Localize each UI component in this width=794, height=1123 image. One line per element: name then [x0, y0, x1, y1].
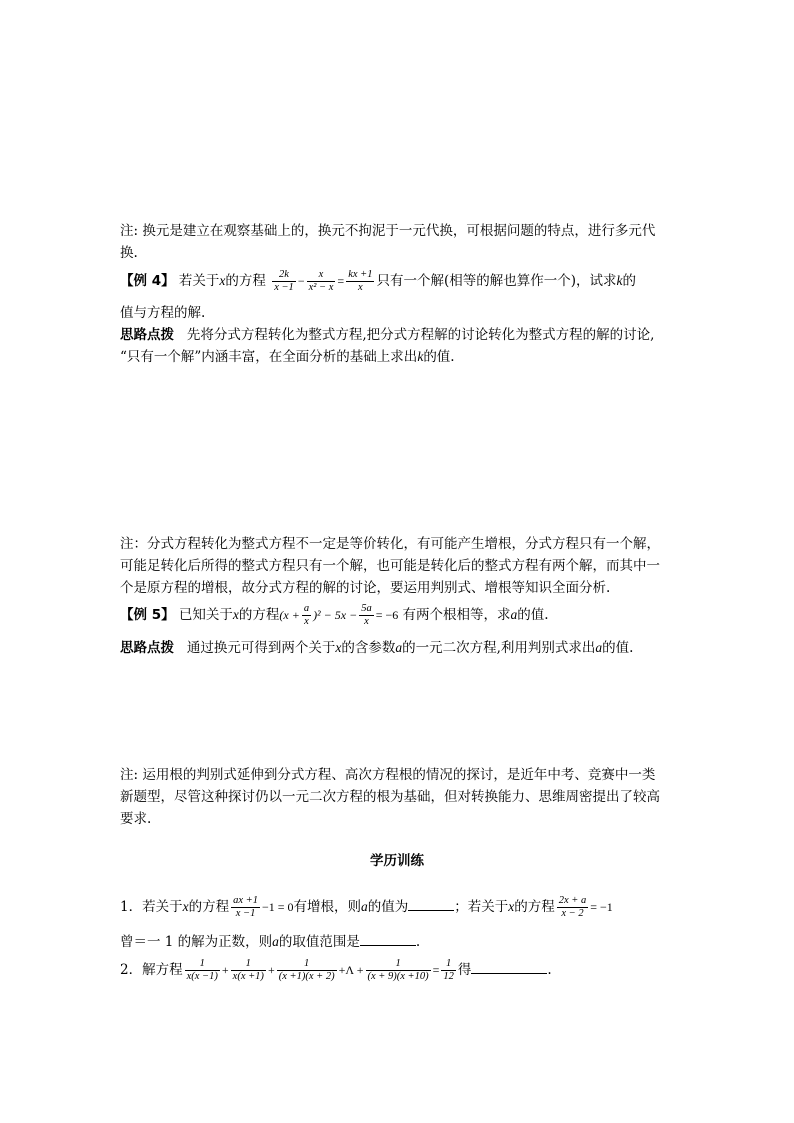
note3-line2: 新题型，尽管这种探讨仍以一元二次方程的根为基础，但对转换能力、思维周密提出了较高: [120, 789, 660, 805]
var-k: k: [616, 273, 623, 288]
frac-den: (x +1)(x + 2): [278, 971, 335, 982]
example5-label: 【例 5】: [120, 607, 175, 623]
frac-num: 5a: [361, 603, 372, 614]
expr-open: (x +: [279, 608, 300, 622]
answer-blank[interactable]: [360, 931, 416, 946]
q1-a: 的方程: [188, 899, 230, 915]
hint4-label: 思路点拨: [120, 327, 174, 343]
frac-den: x(x −1): [186, 971, 218, 982]
question-1-line2: [120, 931, 420, 952]
fraction-term3: [277, 958, 337, 983]
example5-lead: 已知关于: [178, 607, 233, 623]
note1-line1: 注: 换元是建立在观察基础上的，换元不拘泥于一元代换，可根据问题的特点，进行多元代: [120, 223, 656, 239]
example4-line2: 值与方程的解.: [120, 305, 206, 321]
fraction-ax1: [231, 895, 260, 920]
hint5-line: [120, 638, 633, 658]
note3-line1: 注: 运用根的判别式延伸到分式方程、高次方程根的情况的探讨，是近年中考、竞赛中一类: [120, 767, 656, 783]
frac-den: x − 2: [561, 908, 584, 919]
frac-den: x(x +1): [232, 971, 264, 982]
var-x: x: [219, 273, 226, 288]
var-a: a: [272, 934, 279, 949]
fraction-5a-x: [359, 603, 374, 628]
hint5-c: 的一元二次方程,利用判别式求出: [402, 640, 596, 656]
fraction-term4: [366, 958, 431, 983]
frac-den: x: [357, 282, 363, 293]
frac-num: ax +1: [233, 895, 258, 906]
var-a: a: [595, 640, 603, 655]
frac-num: 1: [277, 958, 337, 971]
plus-sign: +: [221, 963, 229, 977]
fraction-2xa: [557, 895, 589, 920]
hint4-text2: “只有一个解”内涵丰富，在全面分析的基础上求出: [120, 349, 418, 365]
frac-num: 2k: [272, 269, 296, 282]
example4-lead: 若关于: [178, 273, 220, 289]
plus-sign: +: [267, 963, 275, 977]
q1-f: 的方程: [514, 899, 555, 915]
q1-b: −1 = 0: [261, 900, 294, 914]
frac-num: kx +1: [348, 269, 373, 280]
frac-den: x −1: [274, 282, 294, 293]
hint4-text3: 的值.: [423, 349, 455, 365]
minus-sign: −: [297, 274, 305, 288]
frac-num: 2x + a: [558, 895, 587, 906]
question-2: [120, 954, 552, 986]
fraction-term2: [231, 958, 266, 983]
ellipsis-plus: +Λ +: [338, 963, 364, 977]
frac-den: (x + 9)(x +10): [367, 971, 429, 982]
q2-end: .: [547, 962, 552, 978]
section-title: 学历训练: [370, 853, 424, 869]
hint5-d: 的值.: [602, 640, 634, 656]
var-a: a: [361, 899, 368, 914]
var-a: a: [510, 607, 518, 622]
q1-line2a: 曾＝一 1 的解为正数，则: [120, 934, 273, 950]
fraction-2k: [272, 269, 296, 294]
frac-num: x: [307, 269, 336, 282]
note3-line3: 要求.: [120, 811, 152, 827]
frac-den: x −1: [235, 908, 256, 919]
var-k: k: [417, 349, 424, 364]
example5-line: [120, 600, 549, 630]
hint4-text: 先将分式方程转化为整式方程,把分式方程解的讨论转化为整式方程的解的讨论,: [186, 327, 655, 343]
var-a: a: [395, 640, 403, 655]
example5-tail2: 的值.: [517, 607, 549, 623]
rhs: = −6: [375, 608, 399, 622]
note2-line3: 个是原方程的增根，故分式方程的解的讨论，要运用判别式、增根等知识全面分析.: [120, 580, 611, 596]
q1-e: ；若关于: [454, 899, 509, 915]
frac-num: 1: [231, 958, 266, 971]
fraction-kx1: [346, 269, 374, 294]
hint5-label: 思路点拨: [120, 640, 174, 656]
example5-after-x: 的方程: [238, 607, 280, 623]
q1-h: = −1: [590, 900, 613, 914]
q1-num: 1．若关于: [120, 899, 183, 915]
example4-after-x: 的方程: [225, 273, 266, 289]
var-x: x: [182, 899, 189, 914]
frac-num: 1: [185, 958, 220, 971]
q1-d: 的值为: [367, 899, 409, 915]
equals-sign: =: [337, 274, 345, 288]
example5-tail: 有两个根相等，求: [402, 607, 511, 623]
frac-num: 1: [441, 958, 456, 971]
frac-den: x: [364, 616, 369, 627]
fraction-term1: [185, 958, 220, 983]
note2-line1: 注：分式方程转化为整式方程不一定是等价转化，有可能产生增根，分式方程只有一个解，: [120, 536, 660, 552]
hint4-line1: [120, 325, 654, 345]
example4-label: 【例 4】: [120, 273, 175, 289]
fraction-rhs: [441, 958, 456, 983]
note2-line2: 可能足转化后所得的整式方程只有一个解，也可能是转化后的整式方程有两个解，而其中一: [120, 558, 660, 574]
hint5-b: 的含参数: [341, 640, 396, 656]
frac-num: a: [303, 603, 310, 614]
example4-line1: [120, 266, 636, 296]
fraction-x: [307, 269, 336, 294]
example4-tail2: 的: [622, 273, 637, 289]
q2-num: 2．解方程: [120, 962, 183, 978]
q1-line2b: 的取值范围是: [278, 934, 360, 950]
note1-line2: 换.: [120, 245, 138, 261]
frac-den: 12: [443, 971, 454, 982]
frac-den: x² − x: [308, 282, 334, 293]
question-1-line1: [120, 892, 613, 922]
var-x: x: [232, 607, 239, 622]
expr-close: )² − 5x −: [313, 608, 358, 622]
q1-c: 有增根，则: [293, 899, 362, 915]
frac-den: x: [304, 616, 309, 627]
var-x: x: [508, 899, 515, 914]
equals-sign: =: [432, 963, 440, 977]
frac-num: 1: [366, 958, 431, 971]
fraction-a-x: [302, 603, 311, 628]
q2-tail: 得: [457, 962, 472, 978]
answer-blank[interactable]: [471, 959, 547, 974]
hint4-line2: [120, 347, 455, 367]
var-x: x: [335, 640, 342, 655]
hint5-a: 通过换元可得到两个关于: [186, 640, 336, 656]
example4-tail: 只有一个解(相等的解也算作一个)，试求: [376, 273, 617, 289]
q1-line2c: .: [415, 934, 421, 950]
answer-blank[interactable]: [408, 896, 454, 911]
